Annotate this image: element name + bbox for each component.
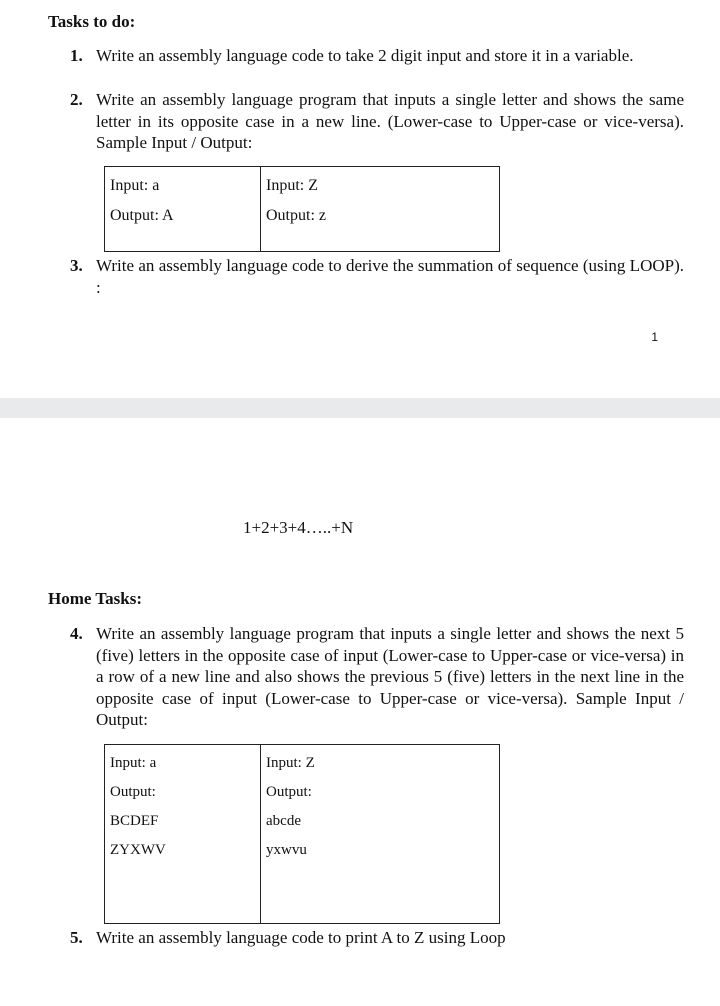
task-number: 1. xyxy=(70,46,83,65)
task-text: Write an assembly language code to derive the summation of sequence (using LOOP). : xyxy=(96,256,684,297)
table-cell: BCDEF xyxy=(110,813,159,829)
table-cell: yxwvu xyxy=(266,842,307,858)
sequence-formula: 1+2+3+4…..+N xyxy=(243,518,354,537)
task-text: Write an assembly language code to take 2 digit input and store it in a variable. xyxy=(96,46,634,65)
table-cell: Output: xyxy=(110,784,156,800)
sample-io-table-1 xyxy=(104,166,500,252)
task-text: Write an assembly language program that inputs a single letter and shows the next 5 (five) letters in the opposite case of input (Lower-case to Upper-case or vice-versa) in a row of a new line and also shows the previous 5 (five) letters in the next line in the opposite case of input (Lower-case to Upper-case or vice-versa). Sample Input / Output: xyxy=(96,624,684,729)
table-cell: abcde xyxy=(266,813,301,829)
task-number: 2. xyxy=(70,90,83,109)
page-number: 1 xyxy=(651,330,658,344)
table-cell: Input: a xyxy=(110,755,157,771)
table-cell: Input: Z xyxy=(266,755,315,771)
task-3 xyxy=(70,255,684,298)
task-number: 4. xyxy=(70,624,83,643)
task-5 xyxy=(70,927,684,949)
home-tasks-heading: Home Tasks: xyxy=(48,589,142,608)
task-text: Write an assembly language program that inputs a single letter and shows the same letter in its opposite case in a new line. (Lower-case to Upper-case or vice-versa). Sample Input / Output: xyxy=(96,90,684,152)
tasks-heading: Tasks to do: xyxy=(48,12,136,31)
table-cell: Output: z xyxy=(266,207,326,224)
page-separator xyxy=(0,398,720,418)
task-number: 5. xyxy=(70,928,83,947)
table-cell: Output: xyxy=(266,784,312,800)
sample-io-table-2 xyxy=(104,744,500,924)
document-page-1 xyxy=(0,0,720,398)
table-cell: Input: a xyxy=(110,177,160,194)
task-number: 3. xyxy=(70,256,83,275)
task-4 xyxy=(70,623,684,731)
table-column-uppercase xyxy=(261,167,500,252)
task-1 xyxy=(70,45,684,67)
table-column-lowercase xyxy=(105,167,261,252)
table-column-lowercase xyxy=(105,745,261,924)
table-cell: Input: Z xyxy=(266,177,318,194)
table-cell: ZYXWV xyxy=(110,842,166,858)
task-text: Write an assembly language code to print A to Z using Loop xyxy=(96,928,506,947)
task-2 xyxy=(70,89,684,154)
table-cell: Output: A xyxy=(110,207,174,224)
document-page-2 xyxy=(0,418,720,1006)
table-column-uppercase xyxy=(261,745,500,924)
